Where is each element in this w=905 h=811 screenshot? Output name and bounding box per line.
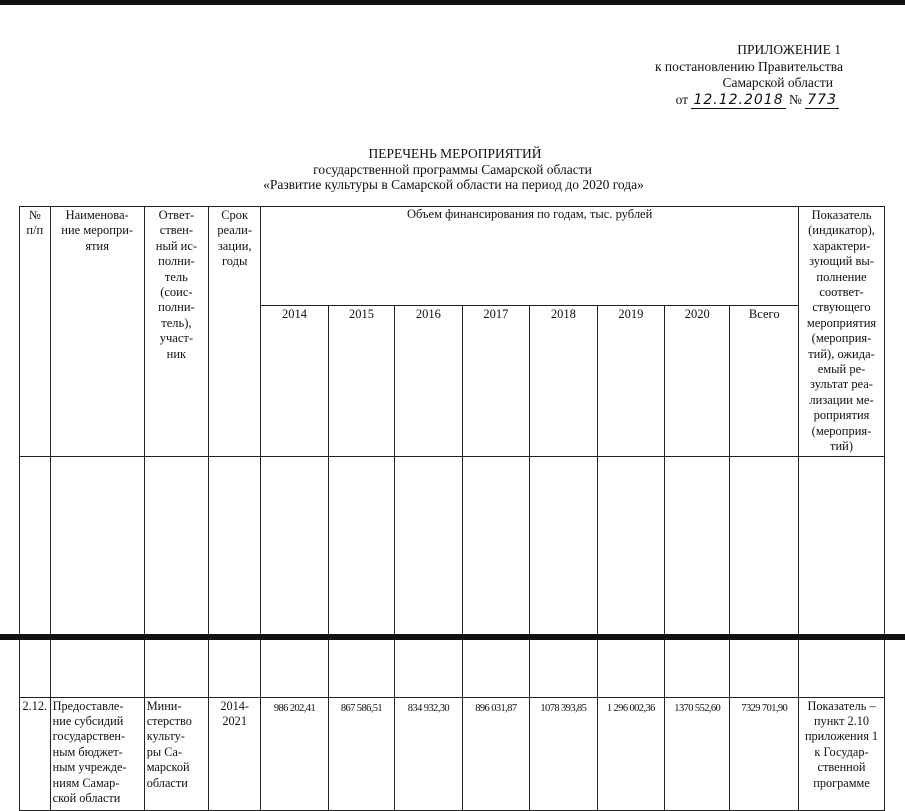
document-heading <box>0 146 905 193</box>
header-indicator: Показатель (индикатор), характери- зующий вы- полнение соответ- ствующего мероприятия (мероприя- тий), ожида- емый ре- зультат реа- лизации ме- роприятия (мероприя- тий) <box>799 207 885 457</box>
row-name: Предоставле- ние субсидий государствен- ным бюджет- ным учрежде- ниям Самар- ской области <box>50 697 144 810</box>
header-year-2016: 2016 <box>395 305 462 456</box>
row-executor: Мини- стерство культу- ры Са- марской области <box>144 697 208 810</box>
row-value-2016: 834 932,30 <box>395 697 462 810</box>
header-year-2020: 2020 <box>665 305 730 456</box>
header-spacer-row <box>20 456 885 697</box>
handwritten-number: 773 <box>807 91 837 108</box>
header-year-2015: 2015 <box>328 305 394 456</box>
appendix-date-line <box>583 92 843 109</box>
appendix-line-2: к постановлению Правительства <box>654 58 843 74</box>
header-year-2018: 2018 <box>530 305 597 456</box>
header-executor: Ответ- ствен- ный ис- полни- тель (соис- полни- тель), участ- ник <box>144 207 208 457</box>
row-indicator: Показатель – пункт 2.10 приложения 1 к Государ- ственной программе <box>799 697 885 810</box>
row-term: 2014- 2021 <box>209 697 261 810</box>
header-year-2017: 2017 <box>462 305 529 456</box>
header-term: Срок реали- зации, годы <box>209 207 261 457</box>
scan-top-border <box>0 0 905 5</box>
heading-line-1: ПЕРЕЧЕНЬ МЕРОПРИЯТИЙ <box>368 146 542 161</box>
number-prefix: № <box>789 91 802 107</box>
header-year-2019: 2019 <box>597 305 664 456</box>
heading-line-3: «Развитие культуры в Самарской области на период до 2020 года» <box>263 177 644 192</box>
header-total: Всего <box>730 305 799 456</box>
row-value-2020: 1370 552,60 <box>665 697 730 810</box>
appendix-line-3: Самарской области <box>722 75 833 90</box>
row-value-2014: 986 202,41 <box>261 697 328 810</box>
date-prefix: от <box>675 91 689 107</box>
appendix-title: ПРИЛОЖЕНИЕ 1 <box>737 42 841 57</box>
row-num: 2.12. <box>20 697 51 810</box>
header-num: № п/п <box>20 207 51 457</box>
header-funding: Объем финансирования по годам, тыс. рублей <box>261 207 799 306</box>
handwritten-date: 12.12.2018 <box>693 91 784 108</box>
appendix-block <box>583 42 843 108</box>
header-year-2014: 2014 <box>261 305 328 456</box>
scan-bottom-border <box>0 634 905 640</box>
activities-table <box>19 206 885 811</box>
row-value-2019: 1 296 002,36 <box>597 697 664 810</box>
row-value-2015: 867 586,51 <box>328 697 394 810</box>
header-name: Наименова- ние меропри- ятия <box>50 207 144 457</box>
row-value-2017: 896 031,87 <box>462 697 529 810</box>
row-value-2018: 1078 393,85 <box>530 697 597 810</box>
heading-line-2: государственной программы Самарской области <box>313 161 592 177</box>
row-value-total: 7329 701,90 <box>730 697 799 810</box>
table-row <box>20 697 885 810</box>
